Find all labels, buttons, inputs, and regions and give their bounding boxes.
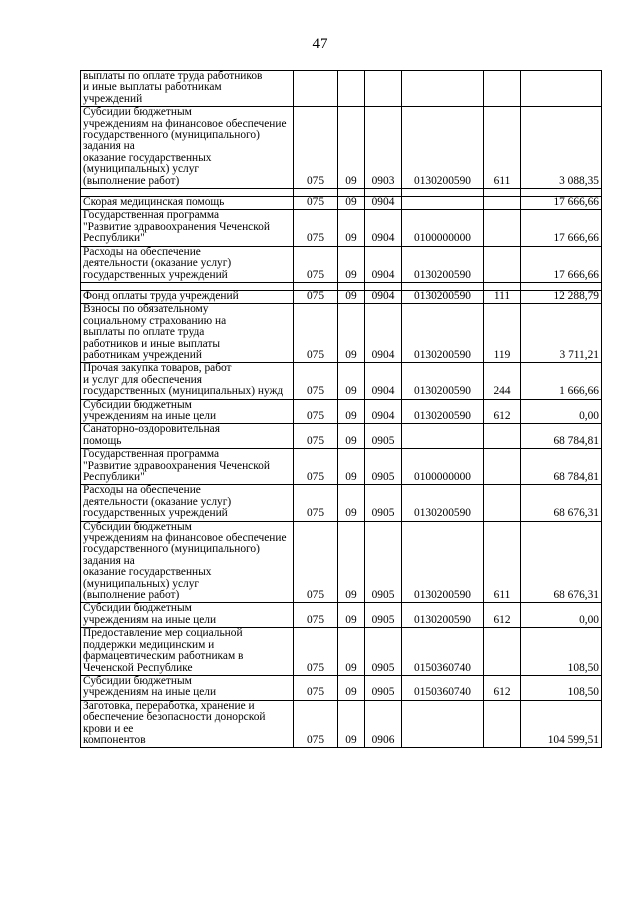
podrazdel-cell: [365, 71, 402, 107]
vedomstvo-cell: 075: [294, 485, 338, 521]
amount-cell: 108,50: [521, 628, 602, 676]
target-article-cell: 0150360740: [402, 628, 484, 676]
expense-type-cell: [484, 485, 521, 521]
target-article-cell: 0100000000: [402, 210, 484, 246]
table-row: [81, 485, 602, 521]
vedomstvo-cell: 075: [294, 700, 338, 748]
target-article-cell: 0130200590: [402, 107, 484, 189]
amount-cell: 17 666,66: [521, 197, 602, 210]
item-name-cell: Субсидии бюджетным учреждениям на иные цели: [81, 675, 294, 700]
vedomstvo-cell: 075: [294, 290, 338, 303]
spacer-cell: [484, 282, 521, 290]
table-row: [81, 363, 602, 399]
target-article-cell: 0130200590: [402, 521, 484, 603]
podrazdel-cell: 0904: [365, 197, 402, 210]
item-name-cell: Заготовка, переработка, хранение и обеспечение безопасности донорской крови и ее компонентов: [81, 700, 294, 748]
podrazdel-cell: 0904: [365, 399, 402, 424]
target-article-cell: 0130200590: [402, 399, 484, 424]
podrazdel-cell: 0905: [365, 449, 402, 485]
podrazdel-cell: 0904: [365, 210, 402, 246]
razdel-cell: [338, 71, 365, 107]
podrazdel-cell: 0905: [365, 485, 402, 521]
target-article-cell: [402, 197, 484, 210]
spacer-cell: [338, 282, 365, 290]
razdel-cell: 09: [338, 363, 365, 399]
spacer-row: [81, 189, 602, 197]
target-article-cell: 0130200590: [402, 246, 484, 282]
spacer-cell: [484, 189, 521, 197]
vedomstvo-cell: 075: [294, 449, 338, 485]
spacer-cell: [81, 189, 294, 197]
podrazdel-cell: 0904: [365, 290, 402, 303]
table-row: [81, 449, 602, 485]
table-row: [81, 210, 602, 246]
expense-type-cell: 244: [484, 363, 521, 399]
podrazdel-cell: 0904: [365, 363, 402, 399]
razdel-cell: 09: [338, 107, 365, 189]
expense-type-cell: [484, 700, 521, 748]
amount-cell: 17 666,66: [521, 246, 602, 282]
item-name-cell: Прочая закупка товаров, работ и услуг для обеспечения государственных (муниципальных) нужд: [81, 363, 294, 399]
table-row: [81, 628, 602, 676]
vedomstvo-cell: 075: [294, 210, 338, 246]
spacer-cell: [402, 282, 484, 290]
target-article-cell: 0130200590: [402, 363, 484, 399]
amount-cell: 1 666,66: [521, 363, 602, 399]
razdel-cell: 09: [338, 246, 365, 282]
expense-type-cell: 611: [484, 107, 521, 189]
razdel-cell: 09: [338, 603, 365, 628]
vedomstvo-cell: 075: [294, 304, 338, 363]
target-article-cell: 0130200590: [402, 304, 484, 363]
table-row: [81, 71, 602, 107]
vedomstvo-cell: 075: [294, 107, 338, 189]
amount-cell: 3 088,35: [521, 107, 602, 189]
vedomstvo-cell: 075: [294, 424, 338, 449]
table-row: [81, 304, 602, 363]
vedomstvo-cell: [294, 71, 338, 107]
expense-type-cell: [484, 210, 521, 246]
target-article-cell: 0130200590: [402, 603, 484, 628]
table-row: [81, 107, 602, 189]
spacer-row: [81, 282, 602, 290]
spacer-cell: [521, 189, 602, 197]
item-name-cell: Санаторно-оздоровительная помощь: [81, 424, 294, 449]
razdel-cell: 09: [338, 675, 365, 700]
vedomstvo-cell: 075: [294, 363, 338, 399]
razdel-cell: 09: [338, 197, 365, 210]
table-row: [81, 603, 602, 628]
target-article-cell: 0100000000: [402, 449, 484, 485]
expense-type-cell: [484, 628, 521, 676]
spacer-cell: [294, 189, 338, 197]
vedomstvo-cell: 075: [294, 603, 338, 628]
item-name-cell: выплаты по оплате труда работников и иные выплаты работникам учреждений: [81, 71, 294, 107]
podrazdel-cell: 0904: [365, 304, 402, 363]
table-row: [81, 246, 602, 282]
vedomstvo-cell: 075: [294, 675, 338, 700]
expense-type-cell: 612: [484, 675, 521, 700]
podrazdel-cell: 0905: [365, 675, 402, 700]
vedomstvo-cell: 075: [294, 628, 338, 676]
podrazdel-cell: 0903: [365, 107, 402, 189]
razdel-cell: 09: [338, 485, 365, 521]
amount-cell: 0,00: [521, 399, 602, 424]
table-row: [81, 290, 602, 303]
item-name-cell: Субсидии бюджетным учреждениям на финансовое обеспечение государственного (муниципального) задания на оказание государственных (муниципальных) услуг (выполнение работ): [81, 107, 294, 189]
razdel-cell: 09: [338, 399, 365, 424]
amount-cell: [521, 71, 602, 107]
razdel-cell: 09: [338, 210, 365, 246]
table-row: [81, 197, 602, 210]
podrazdel-cell: 0904: [365, 246, 402, 282]
table-row: [81, 399, 602, 424]
amount-cell: 3 711,21: [521, 304, 602, 363]
target-article-cell: 0150360740: [402, 675, 484, 700]
amount-cell: 68 784,81: [521, 449, 602, 485]
podrazdel-cell: 0905: [365, 521, 402, 603]
vedomstvo-cell: 075: [294, 521, 338, 603]
expense-type-cell: 119: [484, 304, 521, 363]
amount-cell: 12 288,79: [521, 290, 602, 303]
vedomstvo-cell: 075: [294, 197, 338, 210]
vedomstvo-cell: 075: [294, 246, 338, 282]
podrazdel-cell: 0905: [365, 424, 402, 449]
item-name-cell: Государственная программа "Развитие здравоохранения Чеченской Республики": [81, 210, 294, 246]
expense-type-cell: [484, 197, 521, 210]
expense-type-cell: [484, 71, 521, 107]
item-name-cell: Скорая медицинская помощь: [81, 197, 294, 210]
target-article-cell: 0130200590: [402, 290, 484, 303]
item-name-cell: Фонд оплаты труда учреждений: [81, 290, 294, 303]
amount-cell: 68 784,81: [521, 424, 602, 449]
razdel-cell: 09: [338, 628, 365, 676]
table-row: [81, 700, 602, 748]
page-number: 47: [312, 36, 328, 52]
expense-type-cell: [484, 246, 521, 282]
amount-cell: 17 666,66: [521, 210, 602, 246]
target-article-cell: [402, 424, 484, 449]
expense-type-cell: 611: [484, 521, 521, 603]
amount-cell: 108,50: [521, 675, 602, 700]
item-name-cell: Субсидии бюджетным учреждениям на иные цели: [81, 603, 294, 628]
expense-type-cell: 111: [484, 290, 521, 303]
item-name-cell: Расходы на обеспечение деятельности (оказание услуг) государственных учреждений: [81, 485, 294, 521]
spacer-cell: [521, 282, 602, 290]
podrazdel-cell: 0906: [365, 700, 402, 748]
item-name-cell: Субсидии бюджетным учреждениям на иные цели: [81, 399, 294, 424]
table-row: [81, 521, 602, 603]
expense-type-cell: 612: [484, 399, 521, 424]
spacer-cell: [294, 282, 338, 290]
vedomstvo-cell: 075: [294, 399, 338, 424]
item-name-cell: Предоставление мер социальной поддержки медицинским и фармацевтическим работникам в Чеченской Республике: [81, 628, 294, 676]
amount-cell: 0,00: [521, 603, 602, 628]
podrazdel-cell: 0905: [365, 628, 402, 676]
razdel-cell: 09: [338, 700, 365, 748]
item-name-cell: Расходы на обеспечение деятельности (оказание услуг) государственных учреждений: [81, 246, 294, 282]
target-article-cell: [402, 71, 484, 107]
spacer-cell: [338, 189, 365, 197]
target-article-cell: 0130200590: [402, 485, 484, 521]
item-name-cell: Государственная программа "Развитие здравоохранения Чеченской Республики": [81, 449, 294, 485]
expense-type-cell: 612: [484, 603, 521, 628]
spacer-cell: [365, 189, 402, 197]
item-name-cell: Субсидии бюджетным учреждениям на финансовое обеспечение государственного (муниципального) задания на оказание государственных (муниципальных) услуг (выполнение работ): [81, 521, 294, 603]
razdel-cell: 09: [338, 521, 365, 603]
razdel-cell: 09: [338, 424, 365, 449]
spacer-cell: [402, 189, 484, 197]
razdel-cell: 09: [338, 304, 365, 363]
item-name-cell: Взносы по обязательному социальному страхованию на выплаты по оплате труда работников и иные выплаты работникам учреждений: [81, 304, 294, 363]
expense-type-cell: [484, 424, 521, 449]
razdel-cell: 09: [338, 290, 365, 303]
expense-type-cell: [484, 449, 521, 485]
budget-table: [80, 70, 602, 748]
podrazdel-cell: 0905: [365, 603, 402, 628]
amount-cell: 68 676,31: [521, 521, 602, 603]
spacer-cell: [81, 282, 294, 290]
amount-cell: 68 676,31: [521, 485, 602, 521]
target-article-cell: [402, 700, 484, 748]
amount-cell: 104 599,51: [521, 700, 602, 748]
table-row: [81, 424, 602, 449]
spacer-cell: [365, 282, 402, 290]
table-row: [81, 675, 602, 700]
razdel-cell: 09: [338, 449, 365, 485]
